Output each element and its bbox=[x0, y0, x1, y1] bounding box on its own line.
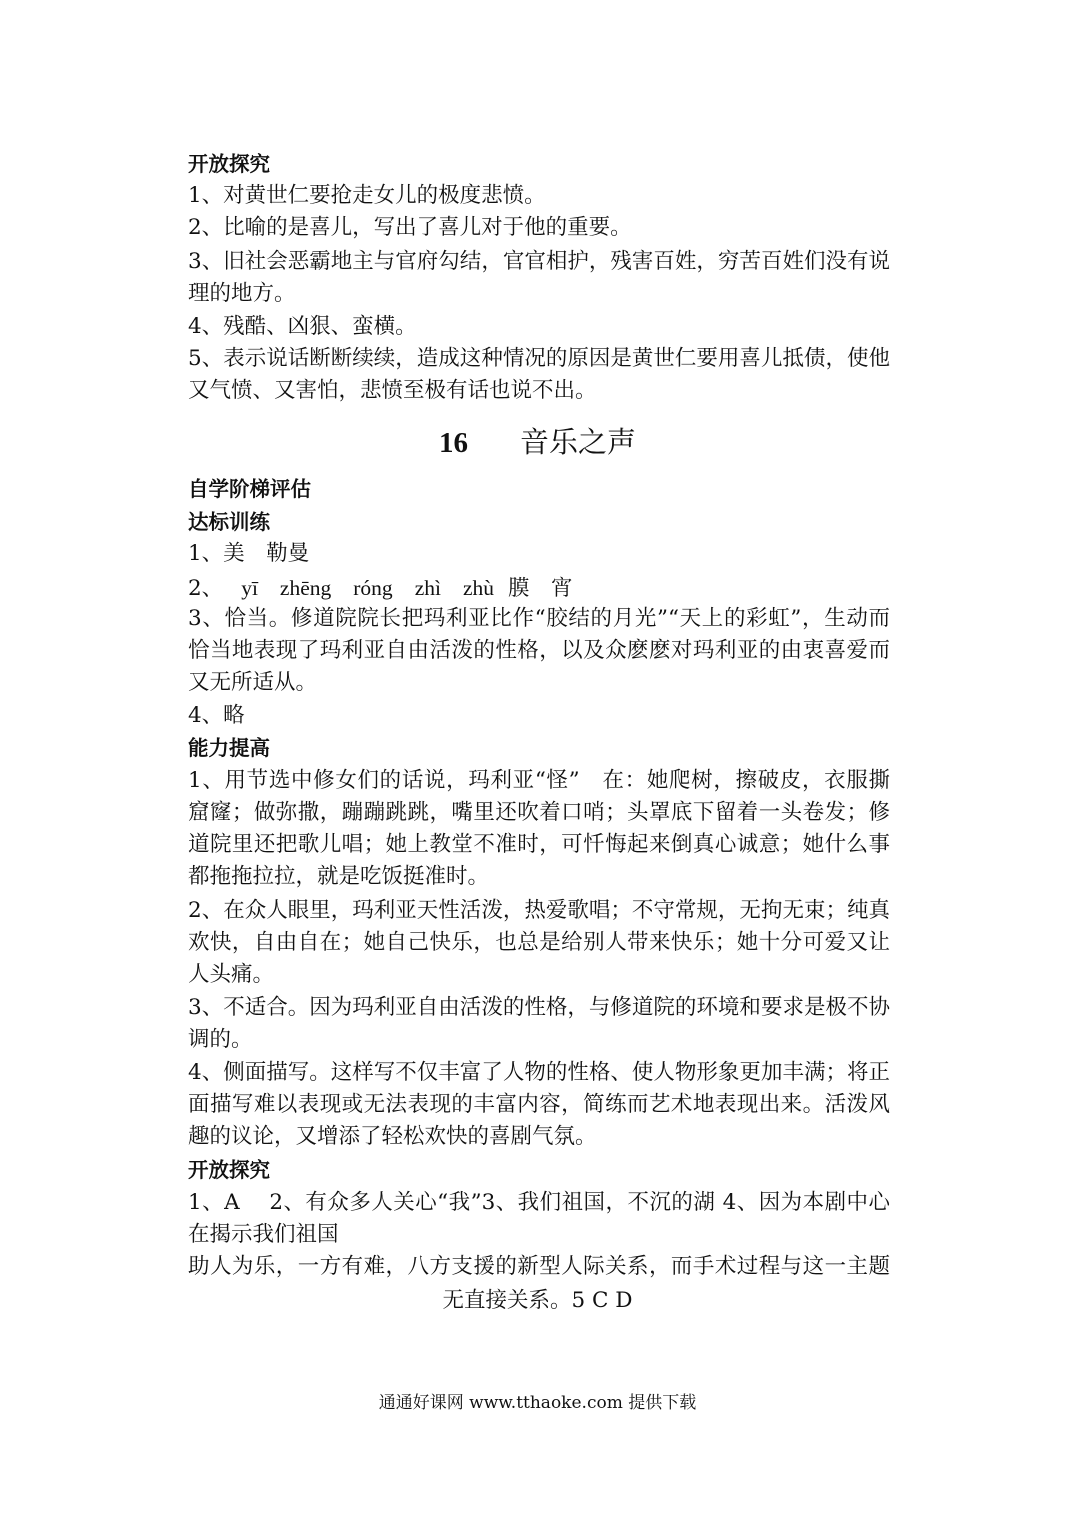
answer-line: 调的。 bbox=[188, 1027, 253, 1052]
section-heading-open-inquiry-2: 开放探究 bbox=[188, 1158, 270, 1182]
answer-line: 3、恰当。修道院院长把玛利亚比作“胶结的月光”“天上的彩虹”，生动而 bbox=[188, 606, 890, 631]
pinyin-word: zhù bbox=[462, 576, 495, 600]
answer-line: 欢快，自由自在；她自己快乐，也总是给别人带来快乐；她十分可爱又让 bbox=[188, 930, 890, 955]
lesson-name: 音乐之声 bbox=[519, 425, 636, 459]
answer-line: 面描写难以表现或无法表现的丰富内容，简练而艺术地表现出来。活泼风 bbox=[188, 1092, 890, 1117]
pinyin-word: róng bbox=[353, 576, 393, 600]
answer-line: 4、略 bbox=[188, 703, 245, 728]
answer-line: 1、对黄世仁要抢走女儿的极度悲愤。 bbox=[188, 183, 546, 208]
answer-line: 1、美 勒曼 bbox=[188, 541, 310, 566]
answer-line: 4、残酷、凶狠、蛮横。 bbox=[188, 314, 417, 339]
footer-credit: 通通好课网 www.tthaoke.com 提供下载 bbox=[378, 1393, 697, 1413]
answer-line: 3、不适合。因为玛利亚自由活泼的性格，与修道院的环境和要求是极不协 bbox=[188, 995, 890, 1020]
section-heading-open-inquiry: 开放探究 bbox=[188, 152, 270, 176]
pinyin-line bbox=[188, 572, 890, 605]
answer-line: 在揭示我们祖国 bbox=[188, 1222, 339, 1247]
answer-line: 又无所适从。 bbox=[188, 670, 318, 695]
section-heading-drill: 达标训练 bbox=[188, 510, 270, 534]
lesson-title bbox=[0, 422, 1075, 463]
answer-line: 窟窿；做弥撒，蹦蹦跳跳，嘴里还吹着口哨；头罩底下留着一头卷发；修 bbox=[188, 800, 890, 825]
answer-line: 1、A 2、有众多人关心“我”3、我们祖国，不沉的湖 4、因为本剧中心 bbox=[188, 1190, 890, 1215]
section-heading-ability: 能力提高 bbox=[188, 736, 270, 760]
answer-line: 2、在众人眼里，玛利亚天性活泼，热爱歌唱；不守常规，无拘无束；纯真 bbox=[188, 898, 890, 923]
answer-line: 趣的议论，又增添了轻松欢快的喜剧气氛。 bbox=[188, 1124, 597, 1149]
answer-line: 都拖拖拉拉，就是吃饭挺准时。 bbox=[188, 864, 490, 889]
pinyin-word: zhì bbox=[414, 576, 441, 600]
answer-line: 恰当地表现了玛利亚自由活泼的性格，以及众麽麽对玛利亚的由衷喜爱而 bbox=[188, 638, 890, 663]
pinyin-word: yī bbox=[241, 576, 258, 600]
answer-line: 5、表示说话断断续续，造成这种情况的原因是黄世仁要用喜儿抵债，使他 bbox=[188, 346, 890, 371]
section-heading-self-study: 自学阶梯评估 bbox=[188, 477, 311, 501]
answer-line: 2、比喻的是喜儿，写出了喜儿对于他的重要。 bbox=[188, 215, 632, 240]
answer-line: 理的地方。 bbox=[188, 281, 296, 306]
answer-line: 助人为乐，一方有难，八方支援的新型人际关系，而手术过程与这一主题 bbox=[188, 1254, 890, 1279]
answer-line: 人头痛。 bbox=[188, 962, 275, 987]
answer-line: 道院里还把歌儿唱；她上教堂不准时，可忏悔起来倒真心诚意；她什么事 bbox=[188, 832, 890, 857]
answer-line: 1、用节选中修女们的话说，玛利亚“怪” 在：她爬树，擦破皮，衣服撕 bbox=[188, 768, 890, 793]
answer-line: 3、旧社会恶霸地主与官府勾结，官官相护，残害百姓，穷苦百姓们没有说 bbox=[188, 249, 890, 274]
pinyin-suffix: 膜 宵 bbox=[508, 576, 573, 601]
answer-line-centered: 无直接关系。5 C D bbox=[442, 1288, 633, 1313]
lesson-number: 16 bbox=[438, 427, 468, 459]
answer-line: 又气愤、又害怕，悲愤至极有话也说不出。 bbox=[188, 378, 597, 403]
pinyin-word: zhēng bbox=[279, 576, 332, 600]
pinyin-prefix: 2、 bbox=[188, 576, 224, 601]
answer-line: 4、侧面描写。这样写不仅丰富了人物的性格、使人物形象更加丰满；将正 bbox=[188, 1060, 890, 1085]
